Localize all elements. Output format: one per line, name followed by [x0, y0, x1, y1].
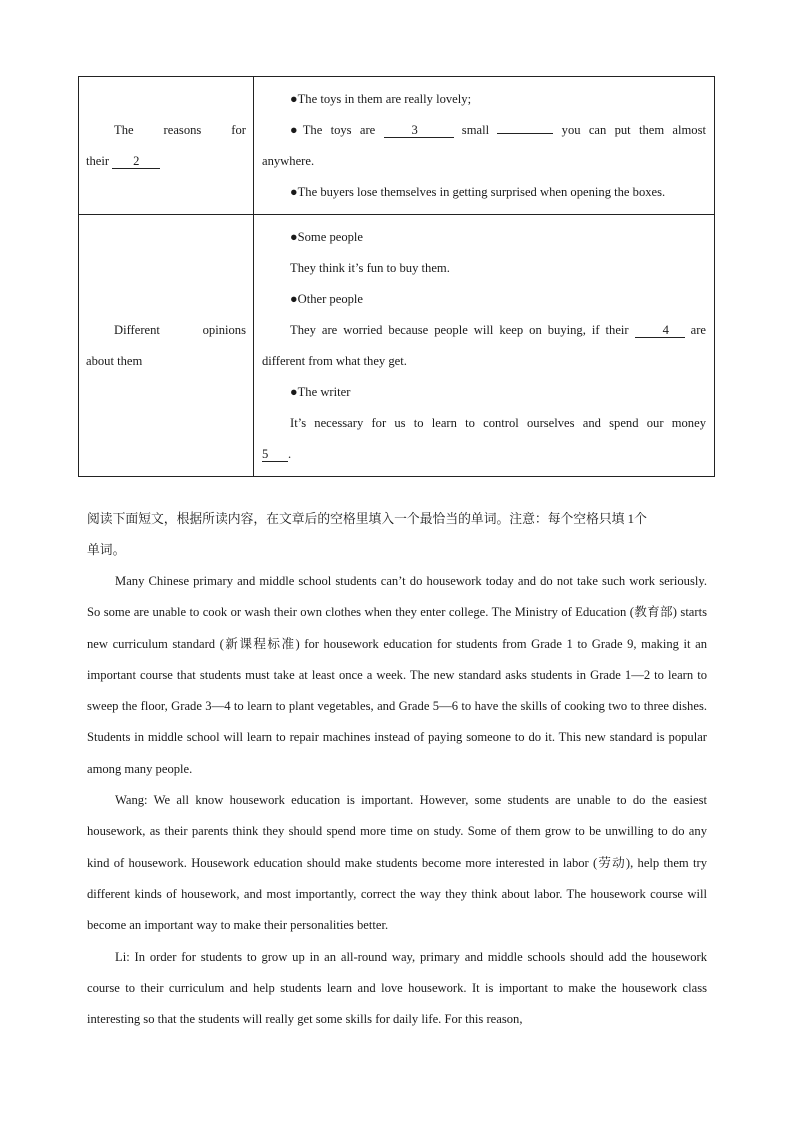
instructions-line: 单词。 — [87, 543, 126, 557]
opinion-text: It’s necessary for us to learn to control ourselves and spend our money — [290, 416, 706, 430]
table-row — [79, 77, 715, 215]
passage-paragraph: Wang: We all know housework education is important. However, some students are unable to do the easiest housework, as their parents think they should spend more time on study. Some of them grow to be unwilling to do any kind of housework. Housework education should make students become more interested in labor (劳动), help them try different kinds of housework, and most importantly, correct the way they think about labor. The housework course will become an important way to make their personalities better. — [87, 793, 707, 933]
reason-text: you can put them almost — [561, 123, 706, 137]
label-text: their — [86, 153, 110, 168]
opinions-label-cell — [79, 215, 254, 477]
reason-continuation: anywhere. — [262, 154, 315, 168]
opinions-content-cell — [254, 215, 715, 477]
instructions-line: 阅读下面短文，根据所读内容，在文章后的空格里填入一个最恰当的单词。注意：每个空格只填 1个 — [87, 512, 647, 526]
opinion-text-part: are — [690, 323, 706, 337]
opinion-text-end: . — [288, 447, 292, 461]
opinion-heading: ●Other people — [290, 292, 363, 306]
reason-bullet: ●The buyers lose themselves in getting surprised when opening the boxes. — [290, 185, 666, 199]
reason-text: small — [461, 123, 490, 137]
reading-passage — [87, 566, 707, 1035]
passage-paragraph: Many Chinese primary and middle school students can’t do housework today and do not take such work seriously. So some are unable to cook or wash their own clothes when they enter college. The Ministry of Education (教育部) starts new curriculum standard (新课程标准) for housework education for students from Grade 1 to Grade 9, making it an important course that students must take at least once a week. The new standard asks students in Grade 1—2 to learn to sweep the floor, Grade 3—4 to learn to plant vegetables, and Grade 5—6 to have the skills of cooking two to three dishes. Students in middle school will learn to repair machines instead of paying someone to do it. This new standard is popular among many people. — [87, 574, 707, 776]
instructions — [87, 504, 707, 566]
answer-blank-5[interactable]: 5 — [262, 447, 288, 462]
table-row — [79, 215, 715, 477]
reasons-label-line: The reasons for — [114, 122, 246, 137]
opinions-label-line: about them — [86, 353, 143, 368]
answer-blank-unnumbered[interactable] — [497, 133, 553, 134]
opinion-heading: ●Some people — [290, 230, 364, 244]
opinion-text-part: They are worried because people will keep on buying, if their — [290, 323, 629, 337]
opinion-continuation — [262, 439, 706, 470]
passage-paragraph: Li: In order for students to grow up in an all-round way, primary and middle schools should add the housework course to their curriculum and help students learn and love housework. It is important to make the housework class interesting so that the students will really get some skills for daily life. For this reason, — [87, 949, 707, 1027]
opinions-label-line: Different opinions — [114, 322, 246, 337]
opinion-text: They think it’s fun to buy them. — [290, 261, 450, 275]
opinion-text — [262, 315, 706, 346]
answer-blank-3[interactable]: 3 — [384, 123, 454, 138]
opinion-heading: ●The writer — [290, 385, 351, 399]
reasons-label-line — [86, 146, 246, 177]
info-table — [78, 76, 715, 477]
answer-blank-4[interactable]: 4 — [635, 323, 685, 338]
answer-blank-2[interactable]: 2 — [112, 154, 160, 169]
reason-text: ●The toys are — [290, 123, 376, 137]
reasons-content-cell — [254, 77, 715, 215]
opinion-continuation: different from what they get. — [262, 354, 407, 368]
reason-bullet — [262, 115, 706, 146]
reasons-label-cell — [79, 77, 254, 215]
reason-bullet: ●The toys in them are really lovely; — [290, 92, 472, 106]
